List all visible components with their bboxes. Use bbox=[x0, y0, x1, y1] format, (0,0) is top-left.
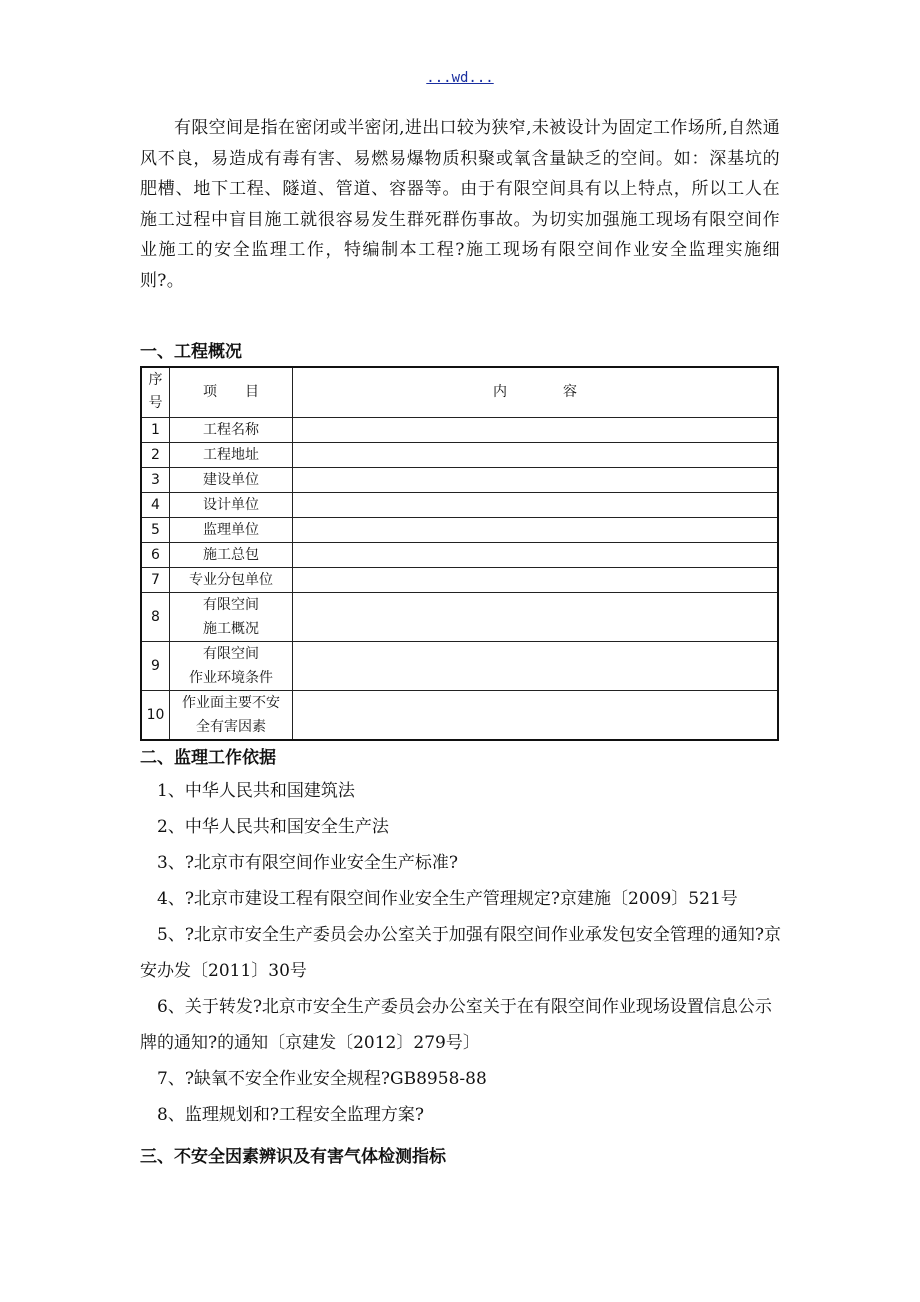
row-item: 施工总包 bbox=[170, 542, 293, 567]
row-item: 工程地址 bbox=[170, 442, 293, 467]
list-item: 1、中华人民共和国建筑法 bbox=[157, 781, 355, 801]
row-content bbox=[293, 442, 779, 467]
table-row bbox=[141, 690, 778, 740]
row-num: 4 bbox=[141, 492, 170, 517]
row-content bbox=[293, 467, 779, 492]
row-content bbox=[293, 517, 779, 542]
header-item: 项 目 bbox=[170, 367, 293, 417]
row-item-line: 有限空间 bbox=[203, 596, 259, 613]
page-header: ...wd... bbox=[426, 70, 494, 86]
row-num: 1 bbox=[141, 417, 170, 442]
table-row bbox=[141, 542, 778, 567]
row-item bbox=[170, 641, 293, 690]
row-item: 专业分包单位 bbox=[170, 567, 293, 592]
row-num: 3 bbox=[141, 467, 170, 492]
row-item bbox=[170, 592, 293, 641]
row-item-line: 有限空间 bbox=[203, 645, 259, 662]
section-title-overview: 一、工程概况 bbox=[140, 342, 242, 362]
intro-paragraph: 有限空间是指在密闭或半密闭,进出口较为狭窄,未被设计为固定工作场所,自然通风不良，易造成有毒有害、易燃易爆物质积聚或氧含量缺乏的空间。如：深基坑的肥槽、地下工程、隧道、管道、容器等。由于有限空间具有以上特点，所以工人在施工过程中盲目施工就很容易发生群死群伤事故。为切实加强施工现场有限空间作业施工的安全监理工作，特编制本工程?施工现场有限空间作业安全监理实施细则?。 bbox=[140, 118, 780, 291]
row-item: 监理单位 bbox=[170, 517, 293, 542]
row-num: 2 bbox=[141, 442, 170, 467]
list-item: 7、?缺氧不安全作业安全规程?GB8958-88 bbox=[157, 1069, 487, 1089]
list-item: 4、?北京市建设工程有限空间作业安全生产管理规定?京建施〔2009〕521号 bbox=[157, 889, 738, 909]
table-row bbox=[141, 517, 778, 542]
table-header-row bbox=[141, 367, 778, 417]
row-content bbox=[293, 641, 779, 690]
row-item-line: 作业环境条件 bbox=[189, 669, 273, 686]
row-content bbox=[293, 492, 779, 517]
header-content: 内 容 bbox=[293, 367, 779, 417]
table-row bbox=[141, 417, 778, 442]
row-num: 7 bbox=[141, 567, 170, 592]
table-row bbox=[141, 567, 778, 592]
list-item: 2、中华人民共和国安全生产法 bbox=[157, 817, 389, 837]
row-content bbox=[293, 417, 779, 442]
row-num: 5 bbox=[141, 517, 170, 542]
project-overview-table bbox=[140, 366, 779, 741]
table-row bbox=[141, 467, 778, 492]
row-num: 10 bbox=[141, 690, 170, 740]
table-row bbox=[141, 641, 778, 690]
row-num: 8 bbox=[141, 592, 170, 641]
list-item: 6、关于转发?北京市安全生产委员会办公室关于在有限空间作业现场设置信息公示牌的通知?的通知〔京建发〔2012〕279号〕 bbox=[140, 997, 772, 1053]
table-row bbox=[141, 592, 778, 641]
row-content bbox=[293, 592, 779, 641]
row-content bbox=[293, 542, 779, 567]
list-item: 5、?北京市安全生产委员会办公室关于加强有限空间作业承发包安全管理的通知?京安办发〔2011〕30号 bbox=[140, 925, 782, 981]
row-content bbox=[293, 567, 779, 592]
list-item: 8、监理规划和?工程安全监理方案? bbox=[157, 1105, 425, 1125]
header-num: 序号 bbox=[141, 367, 170, 417]
row-content bbox=[293, 690, 779, 740]
row-item-line: 作业面主要不安 bbox=[182, 694, 280, 711]
section-title-hazards: 三、不安全因素辨识及有害气体检测指标 bbox=[140, 1147, 446, 1167]
table-row bbox=[141, 442, 778, 467]
row-item-line: 施工概况 bbox=[203, 620, 259, 637]
basis-list bbox=[140, 773, 785, 1133]
list-item: 3、?北京市有限空间作业安全生产标准? bbox=[157, 853, 459, 873]
row-item bbox=[170, 690, 293, 740]
row-item: 建设单位 bbox=[170, 467, 293, 492]
row-num: 9 bbox=[141, 641, 170, 690]
row-item: 工程名称 bbox=[170, 417, 293, 442]
row-item-line: 全有害因素 bbox=[196, 718, 266, 735]
section-title-basis: 二、监理工作依据 bbox=[140, 748, 276, 768]
row-item: 设计单位 bbox=[170, 492, 293, 517]
table-row bbox=[141, 492, 778, 517]
row-num: 6 bbox=[141, 542, 170, 567]
